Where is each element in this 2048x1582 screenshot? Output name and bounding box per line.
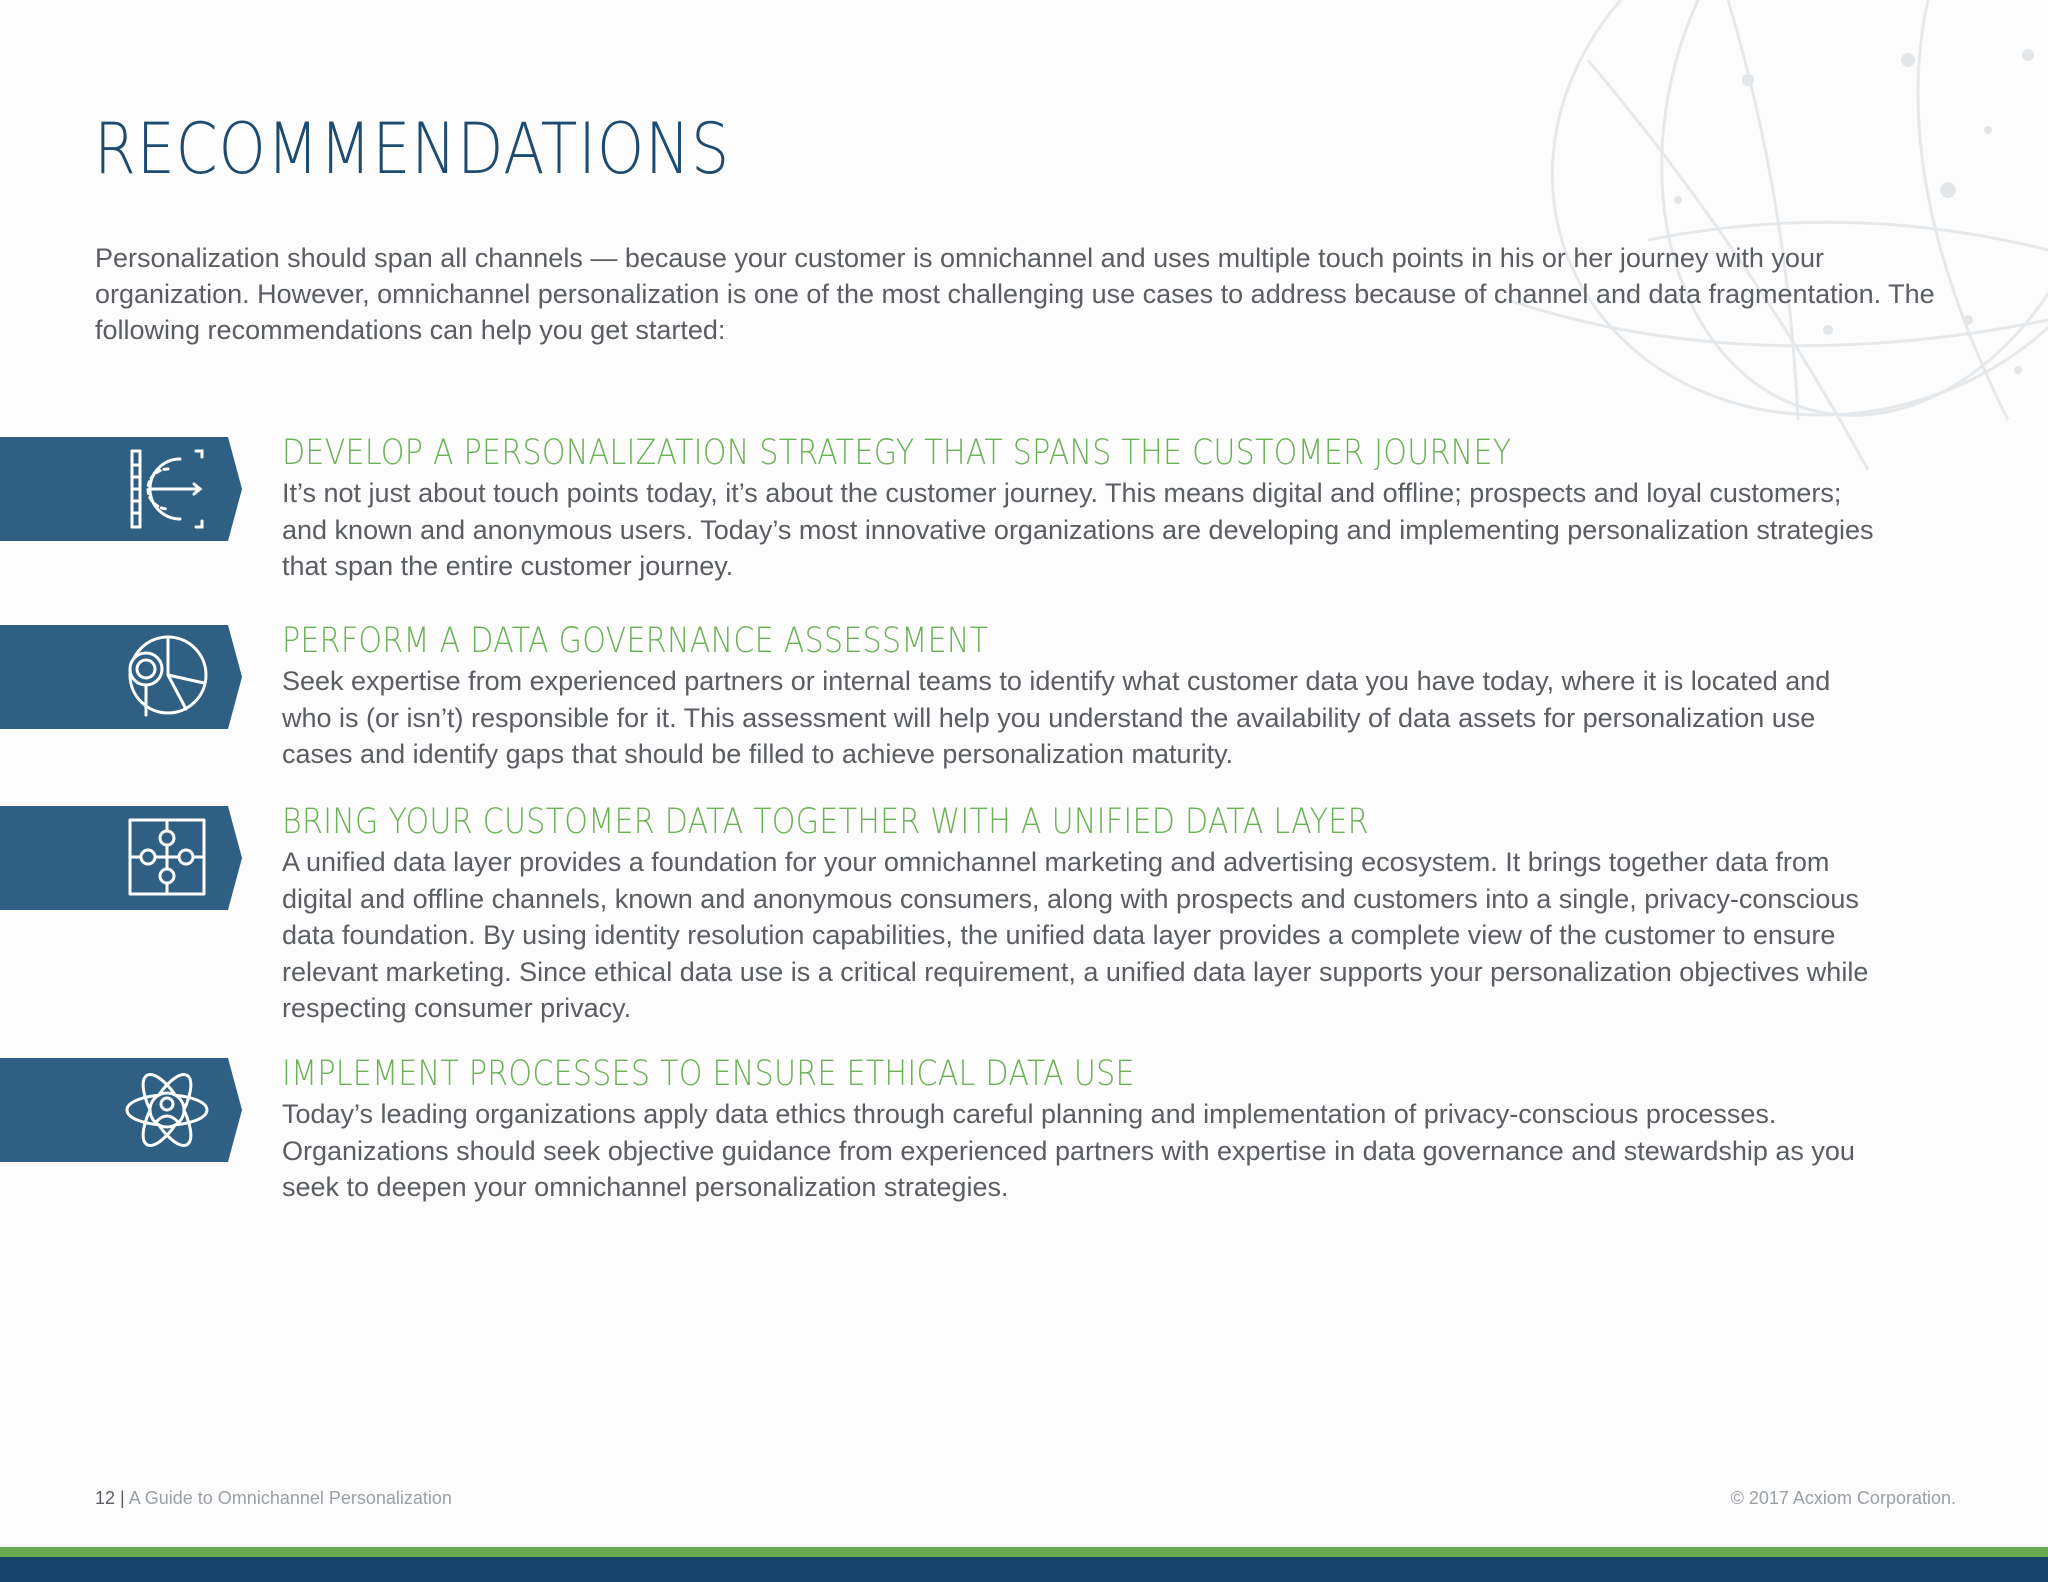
document-title: A Guide to Omnichannel Personalization xyxy=(128,1488,452,1508)
footer-left xyxy=(95,1488,452,1509)
footer-blue-bar xyxy=(0,1557,2048,1582)
globe-network-background xyxy=(1328,0,2048,470)
recommendation-badge xyxy=(0,806,242,910)
recommendation-badge xyxy=(0,625,242,729)
footer-green-bar xyxy=(0,1547,2048,1557)
recommendation-badge xyxy=(0,1058,242,1162)
copyright: © 2017 Acxiom Corporation. xyxy=(1730,1488,1956,1508)
recommendation-body: Seek expertise from experienced partners or internal teams to identify what customer data you have today, where it is located and who is (or isn’t) responsible for it. This assessment will help you understand the availability of data assets for personalization use cases and identify gaps that should be filled to achieve personalization maturity. xyxy=(282,666,1831,769)
recommendation-body: It’s not just about touch points today, it’s about the customer journey. This means digital and offline; prospects and loyal customers; and known and anonymous users. Today’s most innovative organizations are developing and implementing personalization strategies that span the entire customer journey. xyxy=(282,478,1874,581)
intro-paragraph: Personalization should span all channels — because your customer is omnichannel and uses multiple touch points in his or her journey with your organization. However, omnichannel personalization is one of the most challenging use cases to address because of channel and data fragmentation. The following recommendations can help you get started: xyxy=(95,243,1935,345)
recommendation-heading: PERFORM A DATA GOVERNANCE ASSESSMENT xyxy=(282,621,989,661)
page-title: RECOMMENDATIONS xyxy=(94,108,731,190)
footer-separator: | xyxy=(120,1488,125,1508)
page-number: 12 xyxy=(95,1488,116,1508)
recommendation-body: A unified data layer provides a foundation for your omnichannel marketing and advertising ecosystem. It brings together data from digital and offline channels, known and anonymous consumers, along with prospects and customers into a single, privacy-conscious data foundation. By using identity resolution capabilities, the unified data layer provides a complete view of the customer to ensure relevant marketing. Since ethical data use is a critical requirement, a unified data layer supports your personalization objectives while respecting consumer privacy. xyxy=(282,847,1869,1023)
recommendation-heading: DEVELOP A PERSONALIZATION STRATEGY THAT SPANS THE CUSTOMER JOURNEY xyxy=(282,433,1512,473)
recommendation-heading: IMPLEMENT PROCESSES TO ENSURE ETHICAL DATA USE xyxy=(282,1054,1135,1094)
recommendation-badge xyxy=(0,437,242,541)
recommendation-body: Today’s leading organizations apply data ethics through careful planning and implementation of privacy-conscious processes. Organizations should seek objective guidance from experienced partners with expertise in data governance and stewardship as you seek to deepen your omnichannel personalization strategies. xyxy=(282,1099,1855,1202)
recommendation-heading: BRING YOUR CUSTOMER DATA TOGETHER WITH A UNIFIED DATA LAYER xyxy=(282,802,1369,842)
